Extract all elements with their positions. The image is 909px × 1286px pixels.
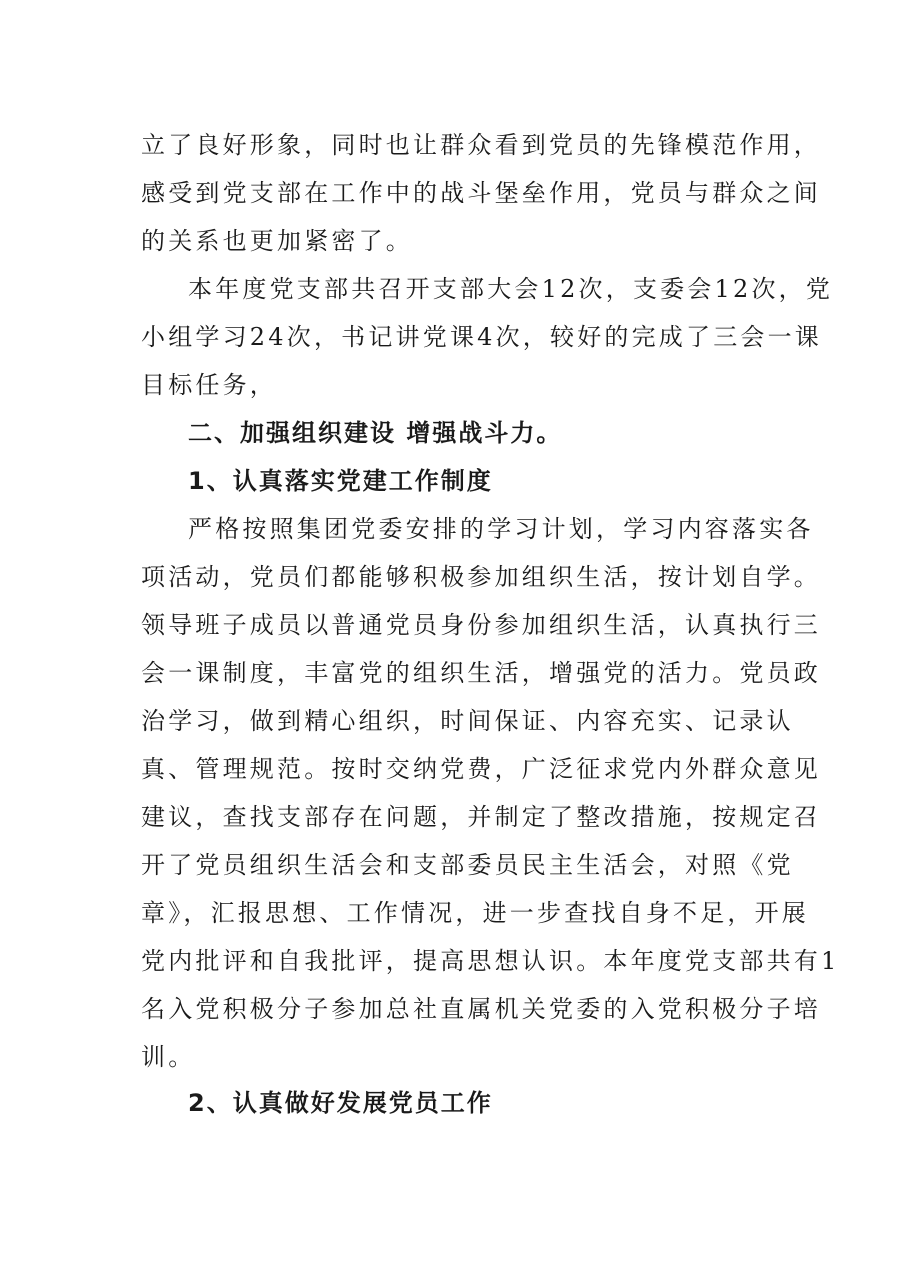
section-heading: 二、加强组织建设 增强战斗力。 bbox=[188, 419, 563, 447]
paragraph-line: 目标任务， bbox=[141, 371, 277, 399]
subsection-heading: 1、认真落实党建工作制度 bbox=[188, 467, 493, 495]
paragraph-line: 感受到党支部在工作中的战斗堡垒作用，党员与群众之间 bbox=[141, 179, 821, 207]
paragraph-line: 党内批评和自我批评，提高思想认识。本年度党支部共有1 bbox=[141, 947, 840, 975]
paragraph-line: 名入党积极分子参加总社直属机关党委的入党积极分子培 bbox=[141, 995, 821, 1023]
paragraph-line: 建议，查找支部存在问题，并制定了整改措施，按规定召 bbox=[141, 803, 821, 831]
paragraph-line: 严格按照集团党委安排的学习计划，学习内容落实各 bbox=[188, 515, 814, 543]
paragraph-line: 项活动，党员们都能够积极参加组织生活，按计划自学。 bbox=[141, 563, 821, 591]
paragraph-line: 的关系也更加紧密了。 bbox=[141, 227, 413, 255]
subsection-heading: 2、认真做好发展党员工作 bbox=[188, 1089, 493, 1117]
paragraph-line: 立了良好形象，同时也让群众看到党员的先锋模范作用， bbox=[141, 131, 821, 159]
paragraph-line: 本年度党支部共召开支部大会12次，支委会12次，党 bbox=[188, 275, 834, 303]
paragraph-line: 章》，汇报思想、工作情况，进一步查找自身不足，开展 bbox=[141, 899, 809, 927]
paragraph-line: 领导班子成员以普通党员身份参加组织生活，认真执行三 bbox=[141, 611, 821, 639]
paragraph-line: 开了党员组织生活会和支部委员民主生活会，对照《党 bbox=[141, 851, 794, 879]
paragraph-line: 真、管理规范。按时交纳党费，广泛征求党内外群众意见 bbox=[141, 755, 821, 783]
paragraph-line: 治学习，做到精心组织，时间保证、内容充实、记录认 bbox=[141, 707, 794, 735]
paragraph-line: 会一课制度，丰富党的组织生活，增强党的活力。党员政 bbox=[141, 659, 821, 687]
paragraph-line: 训。 bbox=[141, 1043, 196, 1071]
paragraph-line: 小组学习24次，书记讲党课4次，较好的完成了三会一课 bbox=[141, 323, 823, 351]
